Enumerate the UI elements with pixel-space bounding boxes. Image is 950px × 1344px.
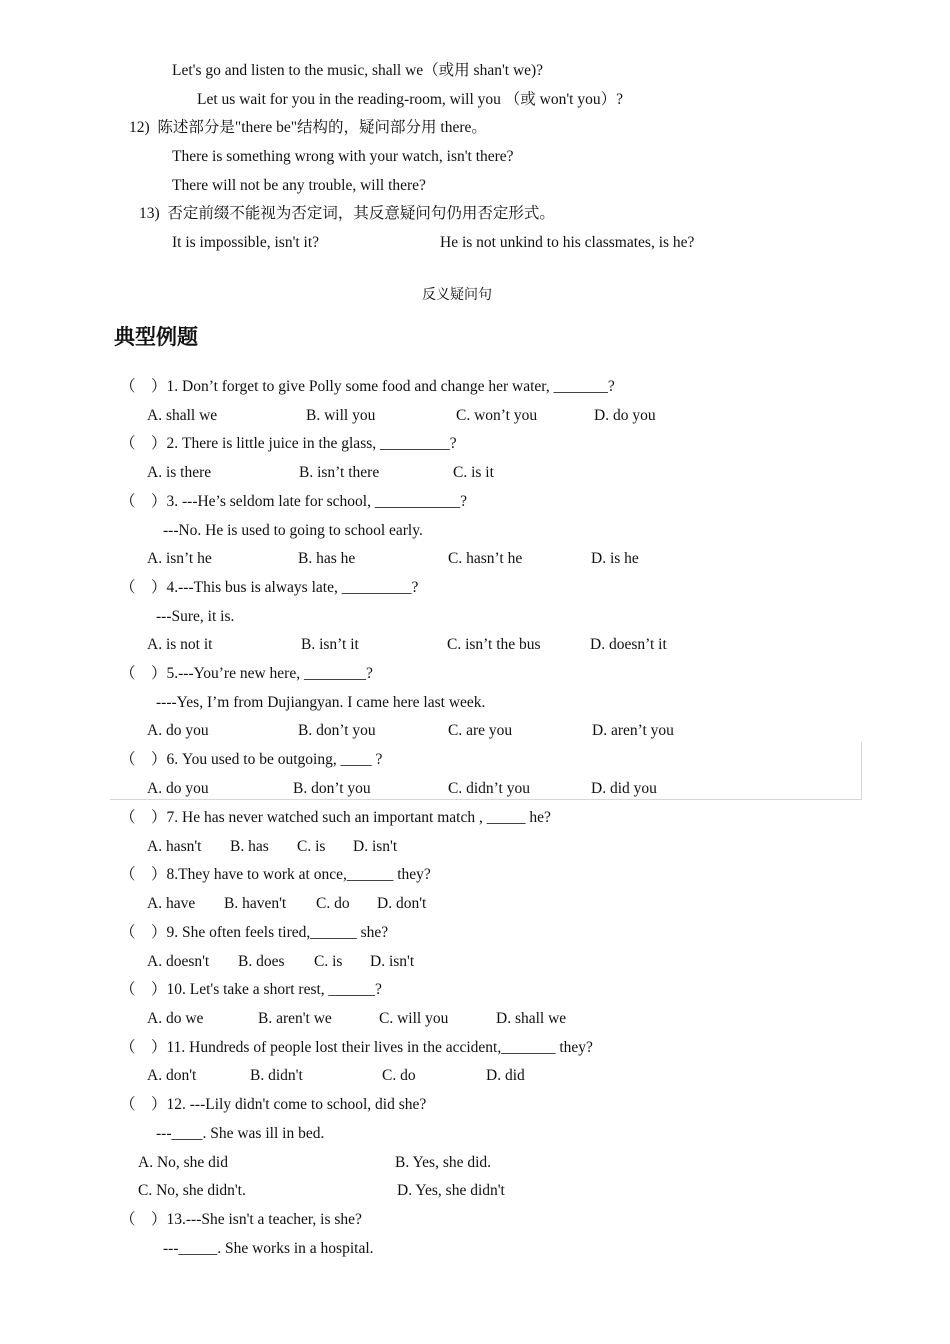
option-d: D. did you	[591, 780, 657, 797]
question-reply: ---_____. She works in a hospital.	[163, 1240, 374, 1257]
option-b: B. haven't	[224, 895, 287, 912]
rule-example-line: He is not unkind to his classmates, is he?	[440, 234, 695, 251]
option-c: C. No, she didn't.	[138, 1182, 246, 1199]
option-d: D. aren’t you	[592, 722, 674, 739]
option-b: B. isn’t there	[299, 464, 380, 481]
option-a: A. is not it	[147, 636, 213, 653]
option-c: C. do	[316, 895, 350, 912]
option-d: D. isn't	[370, 953, 415, 970]
question-reply: ----Yes, I’m from Dujiangyan. I came here last week.	[156, 694, 486, 711]
question-reply: ---Sure, it is.	[156, 608, 235, 625]
question-stem: （ ）10. Let's take a short rest, ______?	[120, 981, 382, 998]
option-c: C. are you	[448, 722, 513, 739]
examples-heading: 典型例题	[114, 325, 198, 349]
rule-13-heading: 13) 否定前缀不能视为否定词，其反意疑问句仍用否定形式。	[139, 205, 555, 222]
question-stem: （ ）12. ---Lily didn't come to school, did she?	[120, 1096, 427, 1113]
rule-example-line: Let us wait for you in the reading-room, will you （或 won't you）?	[197, 91, 623, 108]
option-c: C. won’t you	[456, 407, 538, 424]
option-d: D. Yes, she didn't	[397, 1182, 505, 1199]
option-d: D. shall we	[496, 1010, 567, 1027]
option-d: D. is he	[591, 550, 639, 567]
option-a: A. doesn't	[147, 953, 210, 970]
question-stem: （ ）8.They have to work at once,______ they?	[120, 866, 431, 883]
question-stem: （ ）4.---This bus is always late, _________?	[120, 579, 419, 596]
option-b: B. has	[230, 838, 269, 855]
rule-12-heading: 12) 陈述部分是"there be"结构的，疑问部分用 there。	[129, 119, 487, 136]
option-a: A. do you	[147, 780, 209, 797]
option-c: C. will you	[379, 1010, 449, 1027]
option-b: B. isn’t it	[301, 636, 359, 653]
option-d: D. did	[486, 1067, 525, 1084]
option-a: A. do you	[147, 722, 209, 739]
question-stem: （ ）2. There is little juice in the glass, _________?	[120, 435, 457, 452]
rule-example-line: Let's go and listen to the music, shall we（或用 shan't we)?	[172, 62, 544, 79]
rule-example-line: There is something wrong with your watch, isn't there?	[172, 148, 514, 165]
question-reply: ---No. He is used to going to school early.	[163, 522, 423, 539]
option-a: A. isn’t he	[147, 550, 212, 567]
option-c: C. is it	[453, 464, 494, 481]
option-a: A. is there	[147, 464, 212, 481]
option-d: D. doesn’t it	[590, 636, 667, 653]
option-c: C. is	[297, 838, 326, 855]
option-c: C. isn’t the bus	[447, 636, 541, 653]
table-border-line	[110, 799, 862, 800]
question-stem: （ ）1. Don’t forget to give Polly some food and change her water, _______?	[120, 378, 615, 395]
option-c: C. hasn’t he	[448, 550, 523, 567]
question-stem: （ ）6. You used to be outgoing, ____ ?	[120, 751, 383, 768]
option-c: C. do	[382, 1067, 416, 1084]
option-b: B. will you	[306, 407, 376, 424]
option-d: D. do you	[594, 407, 656, 424]
option-d: D. isn't	[353, 838, 398, 855]
table-border-line	[861, 742, 862, 800]
option-b: B. didn't	[250, 1067, 303, 1084]
option-b: B. aren't we	[258, 1010, 332, 1027]
option-c: C. is	[314, 953, 343, 970]
section-title: 反义疑问句	[422, 286, 492, 302]
option-b: B. Yes, she did.	[395, 1154, 492, 1171]
rule-example-line: There will not be any trouble, will there?	[172, 177, 426, 194]
question-stem: （ ）5.---You’re new here, ________?	[120, 665, 373, 682]
option-a: A. have	[147, 895, 196, 912]
option-b: B. don’t you	[298, 722, 376, 739]
option-a: A. don't	[147, 1067, 197, 1084]
question-reply: ---____. She was ill in bed.	[156, 1125, 325, 1142]
option-c: C. didn’t you	[448, 780, 530, 797]
rule-example-line: It is impossible, isn't it?	[172, 234, 320, 251]
question-stem: （ ）13.---She isn't a teacher, is she?	[120, 1211, 362, 1228]
option-b: B. don’t you	[293, 780, 371, 797]
question-stem: （ ）9. She often feels tired,______ she?	[120, 924, 389, 941]
option-a: A. shall we	[147, 407, 218, 424]
option-a: A. do we	[147, 1010, 204, 1027]
option-b: B. has he	[298, 550, 356, 567]
option-a: A. No, she did	[138, 1154, 228, 1171]
question-stem: （ ）11. Hundreds of people lost their lives in the accident,_______ they?	[120, 1039, 593, 1056]
question-stem: （ ）7. He has never watched such an important match , _____ he?	[120, 809, 551, 826]
question-stem: （ ）3. ---He’s seldom late for school, ___________?	[120, 493, 467, 510]
option-d: D. don't	[377, 895, 427, 912]
option-a: A. hasn't	[147, 838, 202, 855]
option-b: B. does	[238, 953, 285, 970]
